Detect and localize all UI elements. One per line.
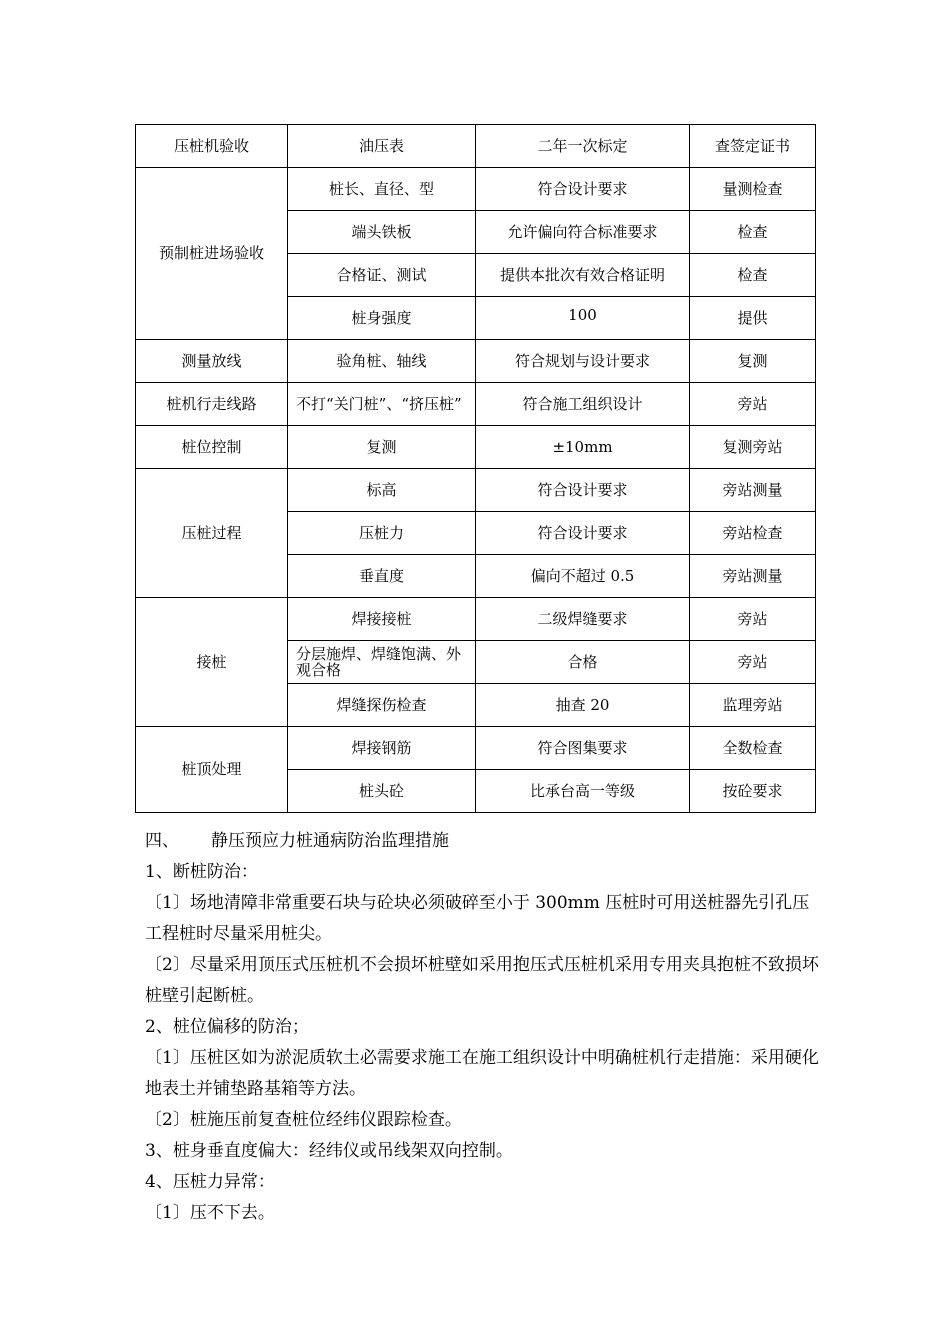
table-cell: 焊接钢筋 <box>288 727 476 770</box>
table-cell: 符合设计要求 <box>476 512 690 555</box>
heading-title: 静压预应力桩通病防治监理措施 <box>211 831 449 851</box>
table-cell: 焊缝探伤检查 <box>288 684 476 727</box>
paragraph: 1、断桩防治： <box>145 862 258 882</box>
table-row <box>136 469 816 512</box>
table-cell: 桩长、直径、型 <box>288 168 476 211</box>
heading-number: 四、 <box>145 831 179 851</box>
table-cell: 检查 <box>690 254 816 297</box>
inspection-table <box>135 124 816 813</box>
section-heading <box>145 826 825 857</box>
table-cell: 符合设计要求 <box>476 469 690 512</box>
table-row <box>136 168 816 211</box>
table-cell: 量测检查 <box>690 168 816 211</box>
table-cell: 符合设计要求 <box>476 168 690 211</box>
table-cell: 二级焊缝要求 <box>476 598 690 641</box>
table-cell: 合格 <box>476 641 690 684</box>
table-cell: 不打“关门桩”、“挤压桩” <box>288 383 476 426</box>
paragraph: 〔2〕尽量采用顶压式压桩机不会损坏桩壁如采用抱压式压桩机采用专用夹具抱桩不致损坏桩壁引起断桩。 <box>145 955 819 1006</box>
group-label: 压桩过程 <box>136 469 288 598</box>
table-cell: 旁站测量 <box>690 555 816 598</box>
table-cell: 比承台高一等级 <box>476 770 690 813</box>
paragraph: 〔2〕桩施压前复查桩位经纬仪跟踪检查。 <box>145 1110 462 1130</box>
table-cell: 查签定证书 <box>690 125 816 168</box>
paragraph: 〔1〕场地清障非常重要石块与砼块必须破碎至小于 300mm 压桩时可用送桩器先引孔压工程桩时尽量采用桩尖。 <box>145 893 810 944</box>
table-cell: 旁站测量 <box>690 469 816 512</box>
table-cell: 检查 <box>690 211 816 254</box>
table-row <box>136 125 816 168</box>
table-row <box>136 340 816 383</box>
table-cell: 复测 <box>288 426 476 469</box>
table-cell: 验角桩、轴线 <box>288 340 476 383</box>
table-row <box>136 727 816 770</box>
table-row <box>136 426 816 469</box>
table-cell: 旁站 <box>690 598 816 641</box>
table-cell: 旁站 <box>690 383 816 426</box>
body-text <box>145 826 825 1229</box>
table-cell: 桩头砼 <box>288 770 476 813</box>
table-cell: 压桩机验收 <box>136 125 288 168</box>
table-cell: 提供 <box>690 297 816 340</box>
table-cell: 按砼要求 <box>690 770 816 813</box>
table-cell: 桩身强度 <box>288 297 476 340</box>
table-cell: 分层施焊、焊缝饱满、外观合格 <box>288 641 476 684</box>
table-cell: 旁站检查 <box>690 512 816 555</box>
table-cell: 压桩力 <box>288 512 476 555</box>
table-cell: 符合图集要求 <box>476 727 690 770</box>
table-row <box>136 598 816 641</box>
group-label: 预制桩进场验收 <box>136 168 288 340</box>
paragraph: 〔1〕压不下去。 <box>145 1203 275 1223</box>
table-cell: 焊接接桩 <box>288 598 476 641</box>
group-label: 接桩 <box>136 598 288 727</box>
paragraph: 3、桩身垂直度偏大：经纬仪或吊线架双向控制。 <box>145 1141 513 1161</box>
paragraph: 4、压桩力异常： <box>145 1172 275 1192</box>
table-cell: 桩位控制 <box>136 426 288 469</box>
table-cell: 提供本批次有效合格证明 <box>476 254 690 297</box>
paragraph: 〔1〕压桩区如为淤泥质软土必需要求施工在施工组织设计中明确桩机行走措施：采用硬化地表土并铺垫路基箱等方法。 <box>145 1048 819 1099</box>
table-cell: 桩机行走线路 <box>136 383 288 426</box>
table-cell: 复测 <box>690 340 816 383</box>
table-cell: 垂直度 <box>288 555 476 598</box>
table-cell: 全数检查 <box>690 727 816 770</box>
table-cell: 监理旁站 <box>690 684 816 727</box>
table-cell: 复测旁站 <box>690 426 816 469</box>
table-cell: 合格证、测试 <box>288 254 476 297</box>
table-cell: 标高 <box>288 469 476 512</box>
group-label: 桩顶处理 <box>136 727 288 813</box>
table-cell: 油压表 <box>288 125 476 168</box>
paragraph: 2、桩位偏移的防治； <box>145 1017 309 1037</box>
table-cell: 二年一次标定 <box>476 125 690 168</box>
table-cell: 允许偏向符合标准要求 <box>476 211 690 254</box>
table-cell: 抽查 20 <box>476 684 690 727</box>
table-cell: 端头铁板 <box>288 211 476 254</box>
table-cell: ±10mm <box>476 426 690 469</box>
table-cell: 符合施工组织设计 <box>476 383 690 426</box>
table-cell: 100 <box>476 297 690 340</box>
table-cell: 旁站 <box>690 641 816 684</box>
table-cell: 测量放线 <box>136 340 288 383</box>
table-row <box>136 383 816 426</box>
table-cell: 偏向不超过 0.5 <box>476 555 690 598</box>
table-cell: 符合规划与设计要求 <box>476 340 690 383</box>
